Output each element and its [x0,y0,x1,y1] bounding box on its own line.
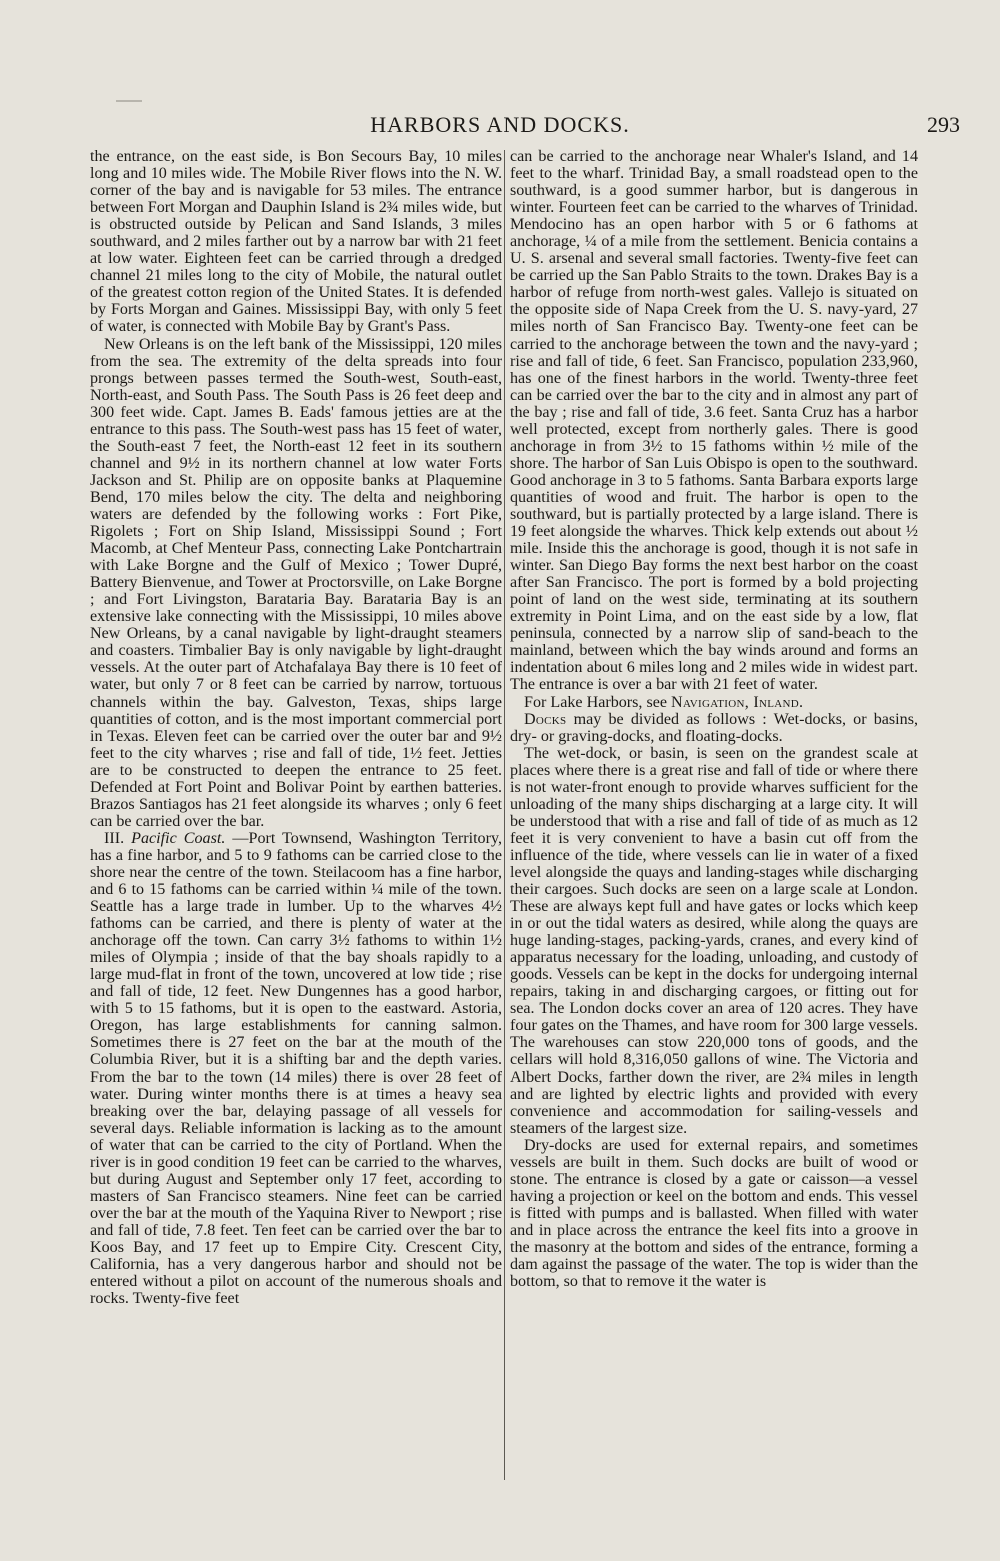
paragraph: Dry-docks are used for external repairs, and sometimes vessels are built in them. Such docks are built of wood or stone. The entrance is closed by a gate or caisson—a vessel having a projection or keel on the bottom and ends. This vessel is fitted with pumps and is ballasted. When filled with water and in place across the entrance the keel fits into a groove in the masonry at the bottom and sides of the entrance, forming a dam against the passage of the water. The top is wider than the bottom, so that to remove it the water is [510,1136,918,1291]
ink-mark [116,100,142,102]
cross-reference: Navigation, Inland. [671,693,804,711]
section-number: III. [104,829,125,847]
paragraph-text: may be divided as follows : Wet-docks, or basins, dry- or graving-docks, and floating-docks. [510,710,918,745]
page-number: 293 [927,112,960,137]
paragraph: The wet-dock, or basin, is seen on the grandest scale at places where there is a great rise and fall of tide or where there is not water-front enough to provide wharves sufficient for the unloading of the many ships discharging at a large city. It will be understood that with a rise and fall of tide of as much as 12 feet it is very convenient to have a basin cut off from the influence of the tide, where vessels can lie in water of a fixed level alongside the quays and landing-stages while discharging their cargoes. Such docks are seen on a large scale at London. These are always kept full and have gates or locks which keep in or out the tidal waters as desired, while along the quays are huge landing-stages, packing-yards, cranes, and every kind of apparatus necessary for the loading, unloading, and custody of goods. Vessels can be kept in the docks for undergoing internal repairs, taking in and discharging cargoes, or fitting out for sea. The London docks cover an area of 120 acres. They have four gates on the Thames, and have room for 300 large vessels. The warehouses can stow 220,000 tons of goods, and the cellars will hold 8,316,050 gallons of wine. The Victoria and Albert Docks, farther down the river, are 2¾ miles in length and are lighted by electric lights and provided with every convenience and accommodation for sailing-vessels and steamers of the largest size. [510,744,918,1137]
running-head: HARBORS AND DOCKS. [370,112,630,137]
page-header [0,112,1000,142]
term-heading: Docks [524,710,567,728]
right-column [510,148,918,1290]
paragraph: the entrance, on the east side, is Bon Secours Bay, 10 miles long and 10 miles wide. The Mobile River flows into the N. W. corner of the bay and is navigable for 53 miles. The entrance between Fort Morgan and Dauphin Island is 2¾ miles wide, but is obstructed outside by Pelican and Sand Islands, 3 miles southward, and 2 miles farther out by a narrow bar with 21 feet at low water. Eighteen feet can be carried through a dredged channel 21 miles long to the city of Mobile, the natural outlet of the greatest cotton region of the United States. It is defended by Forts Morgan and Gaines. Mississippi Bay, with only 5 feet of water, is connected with Mobile Bay by Grant's Pass. [90,148,502,336]
paragraph [90,830,502,1307]
left-column [90,148,502,1307]
paragraph [510,711,918,745]
paragraph: New Orleans is on the left bank of the Mississippi, 120 miles from the sea. The extremity of the delta spreads into four prongs between passes termed the South-west, South-east, North-east, and South Pass. The South Pass is 26 feet deep and 300 feet wide. Capt. James B. Eads' famous jetties are at the entrance to this pass. The South-west pass has 15 feet of water, the South-east 7 feet, the North-east 12 feet in its southern channel and 9½ in its northern channel at low water Forts Jackson and St. Philip are on opposite banks at Plaquemine Bend, 170 miles below the city. The delta and neighboring waters are defended by the following works : Fort Pike, Rigolets ; Fort on Ship Island, Mississippi Sound ; Fort Macomb, at Chef Menteur Pass, connecting Lake Pontchartrain with Lake Borgne and the Gulf of Mexico ; Tower Dupré, Battery Bienvenue, and Tower at Proctorsville, on Lake Borgne ; and Fort Livingston, Barataria Bay. Barataria Bay is an extensive lake connecting with the Mississippi, 10 miles above New Orleans, by a canal navigable by light-draught steamers and coasters. Timbalier Bay is only navigable by light-draught vessels. At the outer part of Atchafalaya Bay there is 10 feet of water, but only 7 or 8 feet can be carried by narrow, tortuous channels within the bay. Galveston, Texas, ships large quantities of cotton, and is the most important commercial port in Texas. Eleven feet can be carried over the outer bar and 9½ feet to the city wharves ; rise and fall of tide, 1½ feet. Jetties are to be constructed to deepen the entrance to 25 feet. Defended at Fort Point and Bolivar Point by earthen batteries. Brazos Santiagos has 21 feet alongside its wharves ; only 6 feet can be carried over the bar. [90,335,502,830]
section-heading: Pacific Coast. [131,829,226,847]
paragraph [510,694,918,711]
paragraph-text: For Lake Harbors, see [524,693,668,711]
column-divider [504,150,505,1480]
paragraph-text: —Port Townsend, Washington Territory, has a fine harbor, and 5 to 9 fathoms can be carried close to the shore near the centre of the town. Steilacoom has a fine harbor, and 6 to 15 fathoms can be carried within ¼ mile of the town. Seattle has a large trade in lumber. Up to the wharves 4½ fathoms can be carried, and there is plenty of water at the anchorage off the town. Can carry 3½ fathoms to within 1½ miles of Olympia ; inside of that the bay shoals rapidly to a large mud-flat in front of the town, uncovered at low tide ; rise and fall of tide, 12 feet. New Dungennes has a good harbor, with 5 to 15 fathoms, but it is open to the eastward. Astoria, Oregon, has large establishments for canning salmon. Sometimes there is 27 feet on the bar at the mouth of the Columbia River, but it is a shifting bar and the depth varies. From the bar to the town (14 miles) there is over 28 feet of water. During winter months there is at times a heavy sea breaking over the bar, delaying passage of all vessels for several days. Reliable information is lacking as to the amount of water that can be carried to the city of Portland. When the river is in good condition 19 feet can be carried to the wharves, but during August and September only 17 feet, according to masters of San Francisco steamers. Nine feet can be carried over the bar at the mouth of the Yaquina River to Newport ; rise and fall of tide, 7.8 feet. Ten feet can be carried over the bar to Koos Bay, and 17 feet up to Empire City. Crescent City, California, has a very dangerous harbor and should not be entered without a pilot on account of the numerous shoals and rocks. Twenty-five feet [90,829,502,1308]
paragraph: can be carried to the anchorage near Whaler's Island, and 14 feet to the wharf. Trinidad Bay, a small roadstead open to the southward, is a good summer harbor, but is dangerous in winter. Fourteen feet can be carried to the wharves of Trinidad. Mendocino has an open harbor with 5 or 6 fathoms at anchorage, ¼ of a mile from the settlement. Benicia contains a U. S. arsenal and several small factories. Twenty-five feet can be carried up the San Pablo Straits to the town. Drakes Bay is a harbor of refuge from north-west gales. Vallejo is situated on the opposite side of Napa Creek from the U. S. navy-yard, 27 miles north of San Francisco Bay. Twenty-one feet can be carried to the anchorage between the town and the navy-yard ; rise and fall of tide, 6 feet. San Francisco, population 233,960, has one of the finest harbors in the world. Twenty-three feet can be carried over the bar to the city and in almost any part of the bay ; rise and fall of tide, 3.6 feet. Santa Cruz has a harbor well protected, except from northerly gales. There is good anchorage in from 3½ to 15 fathoms within ½ mile of the shore. The harbor of San Luis Obispo is open to the southward. Good anchorage in 3 to 5 fathoms. Santa Barbara exports large quantities of wood and fruit. The harbor is open to the southward, but is partially protected by a large island. There is 19 feet alongside the wharves. Thick kelp extends out about ½ mile. Inside this the anchorage is good, though it is not safe in winter. San Diego Bay forms the next best harbor on the coast after San Francisco. The port is formed by a bold projecting point of land on the west side, terminating at its southern extremity in Point Lima, and on the east side by a low, flat peninsula, connected by a narrow slip of sand-beach to the mainland, between which the bay winds around and forms an indentation about 6 miles long and 2 miles wide in widest part. The entrance is over a bar with 21 feet of water. [510,148,918,694]
